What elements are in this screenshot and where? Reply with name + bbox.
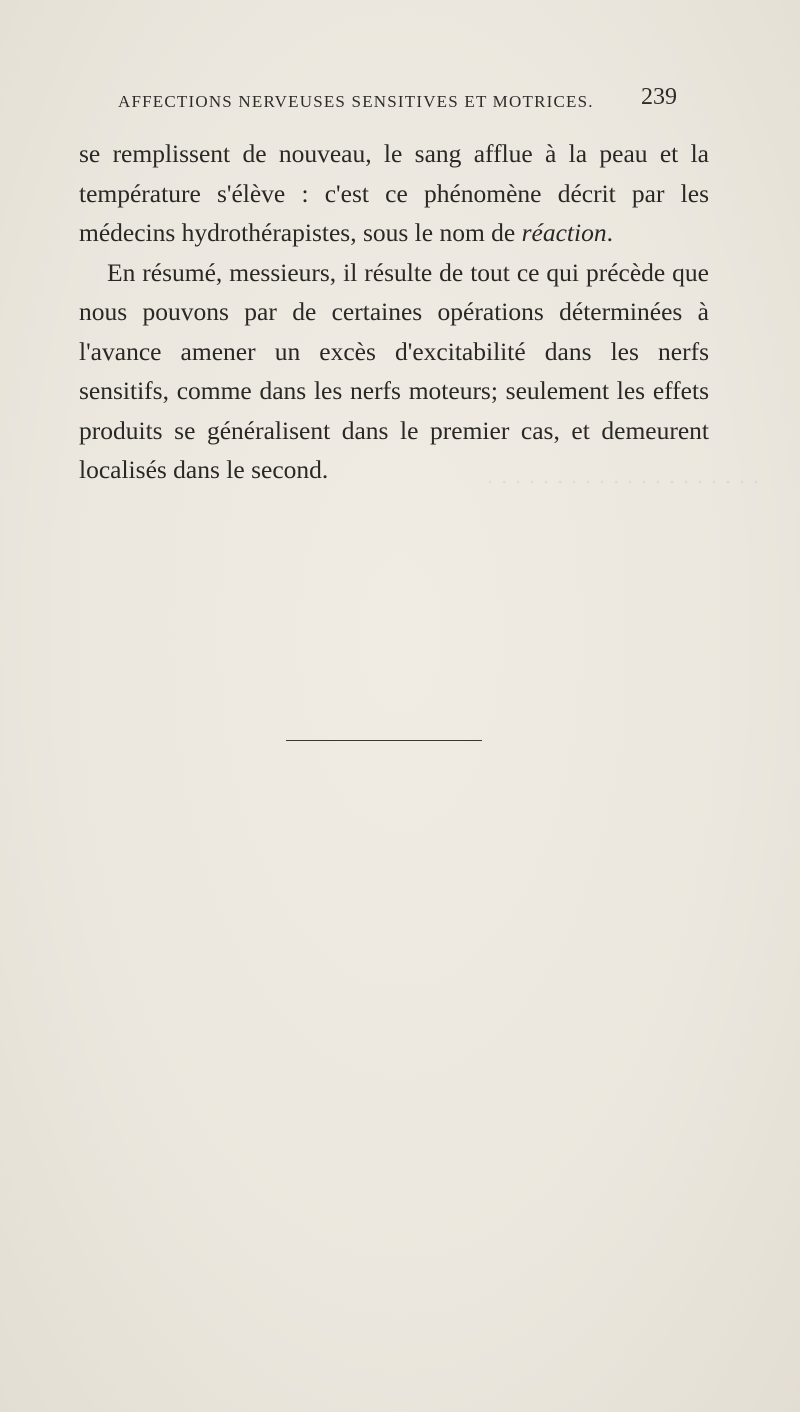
running-head-title: AFFECTIONS NERVEUSES SENSITIVES ET MOTRICES. — [118, 92, 594, 111]
bleed-through-text: · · · · · · · · · · · · · · · · · · · · — [486, 470, 760, 496]
paragraph-2: En résumé, messieurs, il résulte de tout ce qui précède que nous pouvons par de certaines opérations déterminées à l'avance amener un excès d'excitabilité dans les nerfs sensitifs, comme dans les nerfs moteurs; seulement les effets produits se généralisent dans le premier cas, et demeurent localisés dans le second. — [79, 257, 709, 484]
running-head — [118, 84, 718, 112]
page-number: 239 — [641, 84, 677, 110]
paragraph-1-text: se remplissent de nouveau, le sang afflue à la peau et la température s'élève : c'est ce phénomène décrit par les médecins hydrothérapistes, sous le nom de — [79, 139, 709, 247]
body-text — [79, 134, 709, 490]
paragraph-1-italic: réaction — [521, 218, 607, 247]
section-divider-rule — [286, 740, 482, 741]
paragraph-1 — [79, 134, 709, 253]
paragraph-1-end: . — [606, 218, 613, 247]
